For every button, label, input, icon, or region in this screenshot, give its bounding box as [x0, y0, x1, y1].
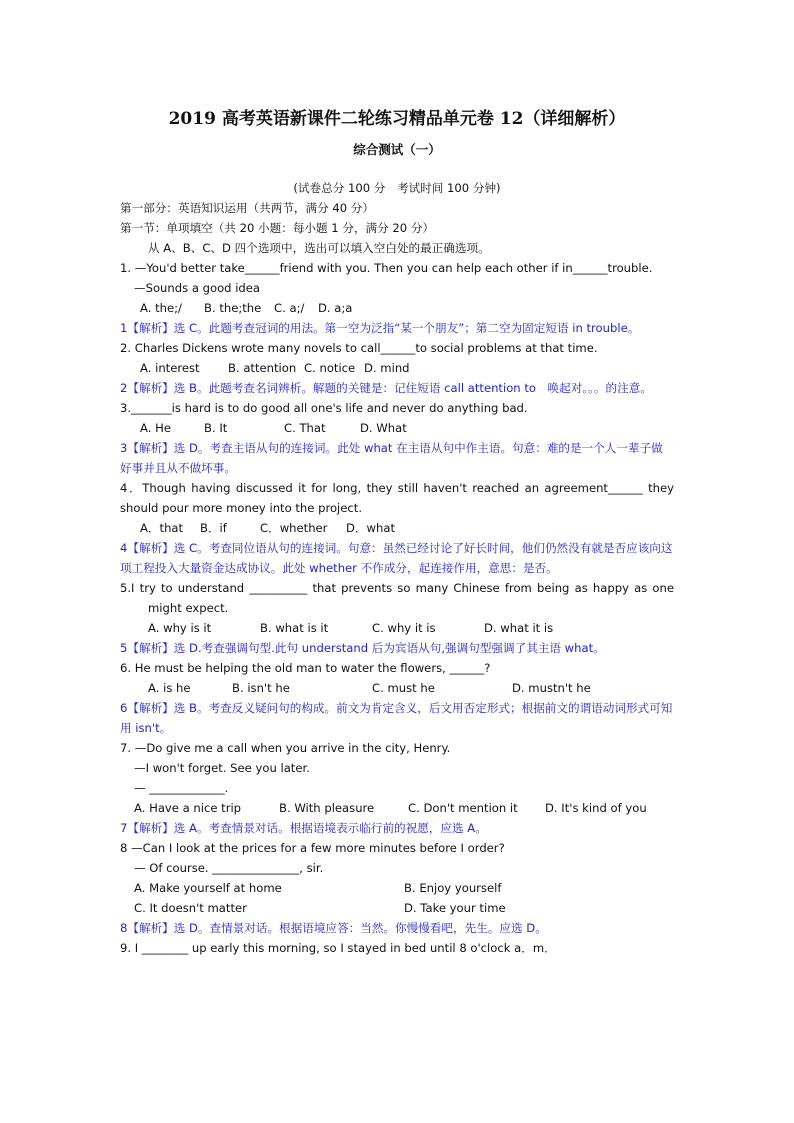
option-a: A. Have a nice trip [134, 801, 242, 815]
option-b: B. isn't he [232, 681, 290, 695]
question-5-options [120, 618, 674, 638]
question-7-reply: —I won't forget. See you later. [134, 761, 310, 775]
option-d: D. a;a [318, 301, 353, 315]
question-7-blank: — _____________. [134, 781, 229, 795]
option-c: C. why it is [372, 621, 436, 635]
part-heading: 第一部分：英语知识运用（共两节，满分 40 分） [120, 201, 374, 215]
question-1-reply: —Sounds a good idea [134, 281, 261, 295]
question-4-stem: 4．Though having discussed it for long, they still haven't reached an agreement______ they [120, 481, 674, 495]
option-d: D. mind [364, 361, 410, 375]
section-heading: 第一节：单项填空（共 20 小题：每小题 1 分，满分 20 分） [120, 221, 435, 235]
option-a: A．that [140, 521, 184, 535]
document-body [120, 178, 674, 958]
option-a: A. the;/ [140, 301, 182, 315]
question-8-reply: — Of course. _______________, sir. [134, 861, 324, 875]
document-title: 2019 高考英语新课件二轮练习精品单元卷 12（详细解析） [168, 109, 626, 129]
answer-5: 5【解析】选 D.考查强调句型.此句 understand 后为宾语从句,强调句型强调了其主语 what。 [120, 641, 605, 655]
document-subtitle: 综合测试（一） [353, 142, 441, 157]
option-b: B. With pleasure [279, 801, 375, 815]
question-5-stem-cont: might expect. [148, 601, 229, 615]
option-c: C. That [284, 421, 326, 435]
question-3-stem: 3._______is hard is to do good all one's life and never do anything bad. [120, 401, 528, 415]
option-c: C. It doesn't matter [134, 901, 247, 915]
question-7-options [120, 798, 674, 818]
question-4-options [120, 518, 674, 538]
question-7-stem: 7. —Do give me a call when you arrive in the city, Henry. [120, 741, 451, 755]
question-4-stem-cont: should pour more money into the project. [120, 501, 363, 515]
question-8-options-row1 [120, 878, 674, 898]
option-a: A. Make yourself at home [134, 881, 282, 895]
question-8-options-row2 [120, 898, 674, 918]
option-a: A. interest [140, 361, 200, 375]
question-1-options [120, 298, 674, 318]
answer-7: 7【解析】选 A。考查情景对话。根据语境表示临行前的祝愿，应选 A。 [120, 821, 487, 835]
option-a: A. why is it [148, 621, 212, 635]
option-d: D．what [346, 521, 396, 535]
option-b: B．if [200, 521, 227, 535]
answer-6: 6【解析】选 B。考查反义疑问句的构成。前文为肯定含义，后文用否定形式；根据前文的谓语动词形式可知用 isn't。 [120, 701, 673, 735]
answer-4: 4【解析】选 C。考查同位语从句的连接词。句意：虽然已经讨论了好长时间，他们仍然没有就是否应该向这项工程投入大量资金达成协议。此处 whether 不作成分，起连接作用，意思：是否。 [120, 541, 673, 575]
option-d: D. It's kind of you [545, 801, 647, 815]
question-6-stem: 6. He must be helping the old man to water the flowers, ______? [120, 661, 491, 675]
answer-1: 1【解析】选 C。此题考查冠词的用法。第一空为泛指“某一个朋友”；第二空为固定短语 in trouble。 [120, 321, 640, 335]
option-a: A. is he [148, 681, 191, 695]
question-5-stem: 5.I try to understand __________ that prevents so many Chinese from being as happy as one [120, 581, 674, 595]
question-8-stem: 8 —Can I look at the prices for a few more minutes before I order? [120, 841, 505, 855]
option-d: D. What [360, 421, 407, 435]
question-3-options [120, 418, 674, 438]
question-9-stem: 9. I ________ up early this morning, so I stayed in bed until 8 o'clock a．m． [120, 941, 556, 955]
option-b: B. Enjoy yourself [404, 881, 502, 895]
question-2-options [120, 358, 674, 378]
option-b: B. what is it [260, 621, 329, 635]
option-d: D. Take your time [404, 901, 506, 915]
instruction-text: 从 A、B、C、D 四个选项中，选出可以填入空白处的最正确选项。 [148, 241, 490, 255]
option-c: C．whether [260, 521, 328, 535]
option-c: C. notice [304, 361, 356, 375]
question-6-options [120, 678, 674, 698]
option-b: B. the;the [204, 301, 262, 315]
option-b: B. It [204, 421, 228, 435]
option-c: C. Don't mention it [408, 801, 518, 815]
answer-3: 3【解析】选 D。考查主语从句的连接词。此处 what 在主语从句中作主语。句意：难的是一个人一辈子做好事并且从不做坏事。 [120, 441, 663, 475]
option-d: D. mustn't he [512, 681, 591, 695]
option-a: A. He [140, 421, 171, 435]
exam-info: (试卷总分 100 分 考试时间 100 分钟) [293, 181, 501, 195]
question-1-stem: 1. —You'd better take______friend with you. Then you can help each other if in______trouble. [120, 261, 653, 275]
answer-8: 8【解析】选 D。查情景对话。根据语境应答：当然。你慢慢看吧，先生。应选 D。 [120, 921, 547, 935]
answer-2: 2【解析】选 B。此题考查名词辨析。解题的关键是：记住短语 call attention to 唤起对。。。的注意。 [120, 381, 652, 395]
option-d: D. what it is [484, 621, 554, 635]
option-c: C. must he [372, 681, 435, 695]
question-2-stem: 2. Charles Dickens wrote many novels to call______to social problems at that time. [120, 341, 598, 355]
option-b: B. attention [228, 361, 297, 375]
option-c: C. a;/ [274, 301, 305, 315]
